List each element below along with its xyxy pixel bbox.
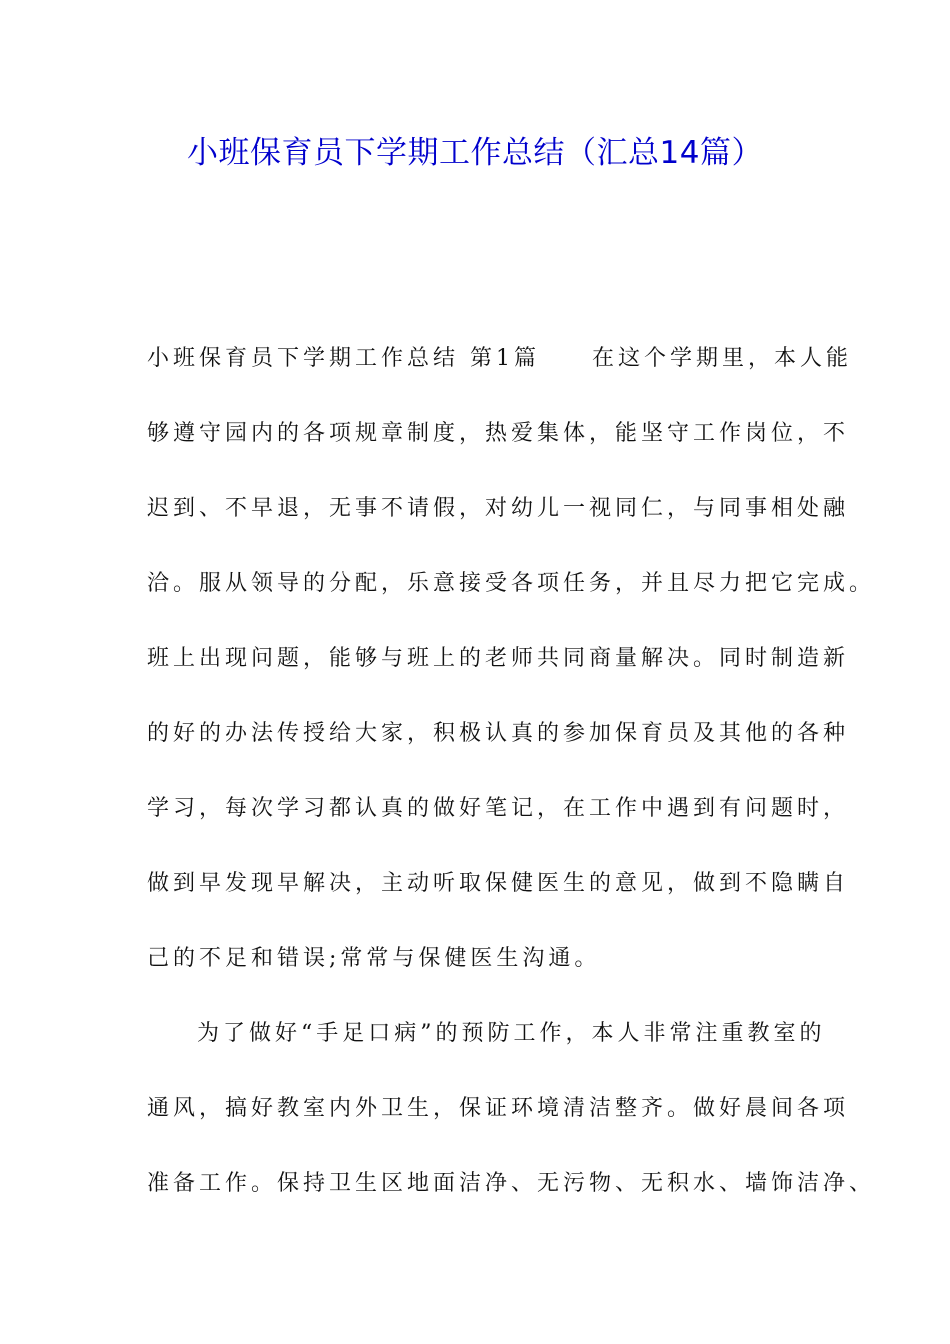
- body-line-4: 洽。服从领导的分配，乐意接受各项任务，并且尽力把它完成。: [147, 571, 876, 596]
- section-heading: 小班保育员下学期工作总结 第1篇: [147, 346, 540, 371]
- body-line-3: 迟到、不早退，无事不请假，对幼儿一视同仁，与同事相处融: [147, 496, 850, 521]
- body-line-8: 做到早发现早解决，主动听取保健医生的意见，做到不隐瞒自: [147, 871, 850, 896]
- body-line-6: 的好的办法传授给大家，积极认真的参加保育员及其他的各种: [147, 721, 850, 746]
- paragraph-1-start: 在这个学期里，本人能: [592, 346, 853, 371]
- paragraph-2-first-line: 为了做好“手足口病”的预防工作，本人非常注重教室的: [197, 1021, 826, 1046]
- body-line-11: 通风，搞好教室内外卫生，保证环境清洁整齐。做好晨间各项: [147, 1096, 850, 1121]
- body-line-5: 班上出现问题，能够与班上的老师共同商量解决。同时制造新: [147, 646, 850, 671]
- body-line-12: 准备工作。保持卫生区地面洁净、无污物、无积水、墙饰洁净、: [147, 1171, 876, 1196]
- body-line-1: [147, 339, 853, 379]
- body-line-7: 学习，每次学习都认真的做好笔记，在工作中遇到有问题时，: [147, 796, 850, 821]
- body-line-9: 己的不足和错误;常常与保健医生沟通。: [147, 946, 601, 971]
- document-title: 小班保育员下学期工作总结（汇总14篇）: [187, 135, 763, 171]
- body-line-2: 够遵守园内的各项规章制度，热爱集体，能坚守工作岗位，不: [147, 421, 850, 446]
